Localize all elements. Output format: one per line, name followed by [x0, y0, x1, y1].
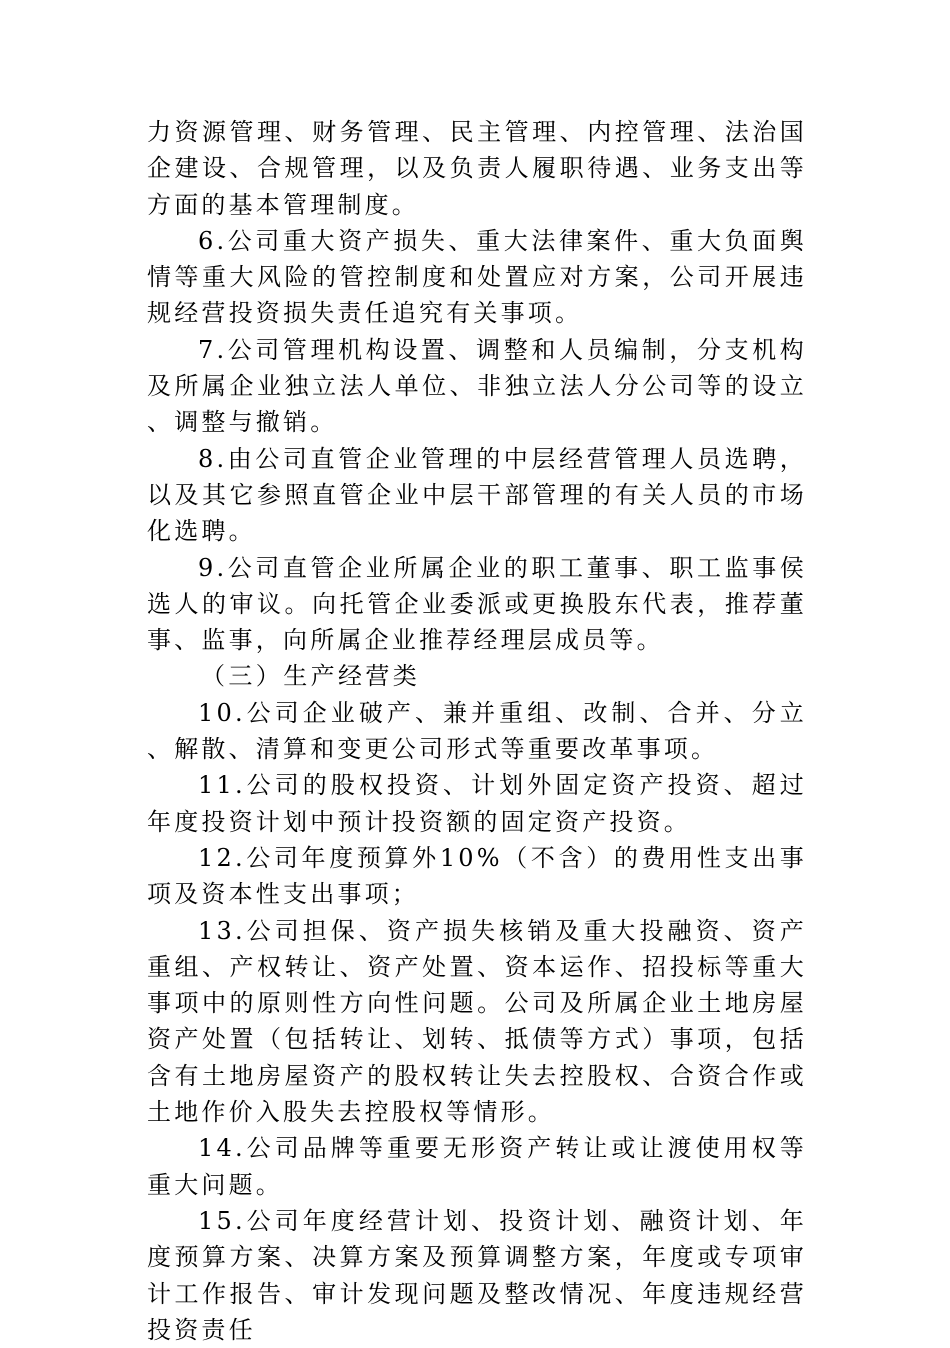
document-body	[147, 114, 807, 1348]
paragraph-item-12: 12.公司年度预算外10%（不含）的费用性支出事项及资本性支出事项；	[147, 843, 807, 909]
paragraph-item-11: 11.公司的股权投资、计划外固定资产投资、超过年度投资计划中预计投资额的固定资产投资。	[147, 771, 807, 836]
paragraph-item-7: 7.公司管理机构设置、调整和人员编制，分支机构及所属企业独立法人单位、非独立法人分公司等的设立、调整与撤销。	[147, 335, 807, 437]
paragraph-item-15: 15.公司年度经营计划、投资计划、融资计划、年度预算方案、决算方案及预算调整方案，年度或专项审计工作报告、审计发现问题及整改情况、年度违规经营投资责任	[147, 1206, 807, 1344]
paragraph-item-10: 10.公司企业破产、兼并重组、改制、合并、分立、解散、清算和变更公司形式等重要改革事项。	[147, 698, 807, 764]
paragraph-item-14: 14.公司品牌等重要无形资产转让或让渡使用权等重大问题。	[147, 1134, 807, 1199]
paragraph-continuation: 力资源管理、财务管理、民主管理、内控管理、法治国企建设、合规管理，以及负责人履职待遇、业务支出等方面的基本管理制度。	[147, 118, 807, 219]
paragraph-item-6: 6.公司重大资产损失、重大法律案件、重大负面舆情等重大风险的管控制度和处置应对方案，公司开展违规经营投资损失责任追究有关事项。	[147, 226, 807, 328]
paragraph-item-13: 13.公司担保、资产损失核销及重大投融资、资产重组、产权转让、资产处置、资本运作、招投标等重大事项中的原则性方向性问题。公司及所属企业土地房屋资产处置（包括转让、划转、抵债等方式）事项，包括含有土地房屋资产的股权转让失去控股权、合资合作或土地作价入股失去控股权等情形。	[147, 916, 807, 1127]
paragraph-item-9: 9.公司直管企业所属企业的职工董事、职工监事侯选人的审议。向托管企业委派或更换股东代表，推荐董事、监事，向所属企业推荐经理层成员等。	[147, 553, 807, 655]
paragraph-item-8: 8.由公司直管企业管理的中层经营管理人员选聘，以及其它参照直管企业中层干部管理的有关人员的市场化选聘。	[147, 444, 807, 546]
section-heading-production-operations: （三）生产经营类	[201, 662, 421, 691]
